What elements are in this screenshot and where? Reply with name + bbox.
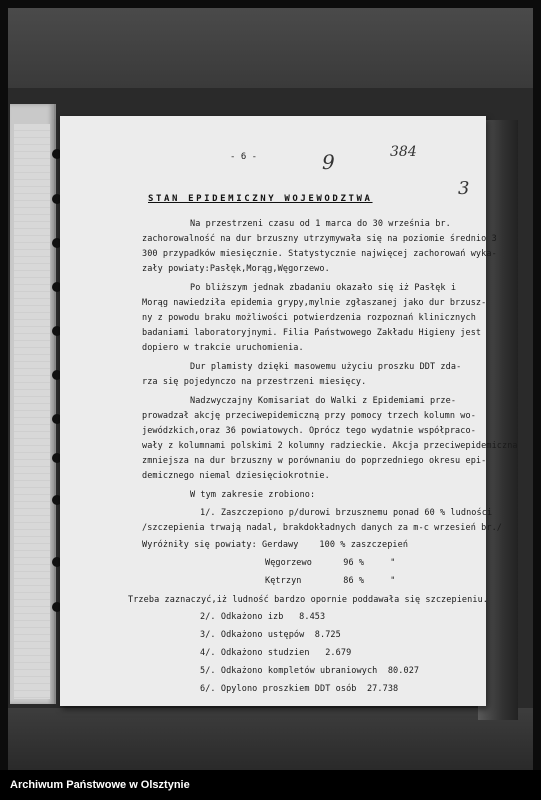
text-line: Trzeba zaznaczyć,iż ludność bardzo opornie poddawała się szczepieniu.: [128, 595, 489, 605]
text-line: Wyróżniły się powiaty: Gerdawy 100 % zaszczepień: [142, 540, 409, 550]
handwritten-margin-number: 9: [322, 150, 335, 174]
binder-edge: [10, 104, 56, 704]
text-line: zachorowalność na dur brzuszny utrzymywała się na poziomie średnio 3: [142, 234, 497, 244]
document-page: [60, 116, 518, 706]
text-line: 1/. Zaszczepiono p/durowi brzusznemu ponad 60 % ludności: [200, 508, 493, 518]
text-line: ny z powodu braku możliwości potwierdzenia rozpoznań klinicznych: [142, 313, 476, 323]
text-line: /szczepienia trwają nadal, brakdokładnych danych za m-c wrzesień br./: [142, 523, 503, 533]
text-line: 6/. Opylono proszkiem DDT osób 27.738: [200, 684, 399, 694]
page-number: - 6 -: [230, 152, 258, 162]
text-line: Na przestrzeni czasu od 1 marca do 30 września br.: [190, 219, 451, 229]
text-line: prowadzał akcję przeciwepidemiczną przy pomocy trzech kolumn wo-: [142, 411, 476, 421]
archive-footer: Archiwum Państwowe w Olsztynie: [0, 770, 541, 800]
text-line: Dur plamisty dzięki masowemu użyciu proszku DDT zda-: [190, 362, 462, 372]
text-line: demicznego niemal dziesięciokrotnie.: [142, 471, 330, 481]
text-line: zmniejsza na dur brzuszny w porównaniu do poprzedniego okresu epi-: [142, 456, 487, 466]
text-line: zały powiaty:Pasłęk,Morąg,Węgorzewo.: [142, 264, 330, 274]
text-line: jewódzkich,oraz 36 powiatowych. Oprócz tego wydatnie współpraco-: [142, 426, 476, 436]
background-bottom: [8, 708, 533, 770]
text-line: 4/. Odkażono studzien 2.679: [200, 648, 352, 658]
text-line: dopiero w trakcie uruchomienia.: [142, 343, 304, 353]
binder-stripe: [14, 124, 50, 699]
text-line: 3/. Odkażono ustępów 8.725: [200, 630, 341, 640]
text-line: 300 przypadków miesięcznie. Statystycznie najwięcej zachorowań wyka-: [142, 249, 497, 259]
text-line: Węgorzewo 96 % ": [265, 558, 396, 568]
text-line: 2/. Odkażono izb 8.453: [200, 612, 326, 622]
document-heading: STAN EPIDEMICZNY WOJEWODZTWA: [148, 194, 373, 204]
text-line: rza się pojedynczo na przestrzeni miesięcy.: [142, 377, 367, 387]
text-line: badaniami laboratoryjnymi. Filia Państwowego Zakładu Higieny jest: [142, 328, 482, 338]
text-line: W tym zakresie zrobiono:: [190, 490, 316, 500]
handwritten-corner-number: 3: [458, 178, 470, 199]
text-line: Morąg nawiedziła epidemia grypy,mylnie zgłaszanej jako dur brzusz-: [142, 298, 487, 308]
text-line: 5/. Odkażono kompletów ubraniowych 80.027: [200, 666, 420, 676]
background-top: [8, 8, 533, 88]
handwritten-reference: 384: [390, 144, 417, 160]
text-line: Kętrzyn 86 % ": [265, 576, 396, 586]
scan-frame: [8, 8, 533, 770]
text-line: Po bliższym jednak zbadaniu okazało się iż Pasłęk i: [190, 283, 457, 293]
text-line: wały z kolumnami polskimi 2 kolumny radzieckie. Akcja przeciwepidemiczna: [142, 441, 518, 451]
text-line: Nadzwyczajny Komisariat do Walki z Epidemiami prze-: [190, 396, 457, 406]
